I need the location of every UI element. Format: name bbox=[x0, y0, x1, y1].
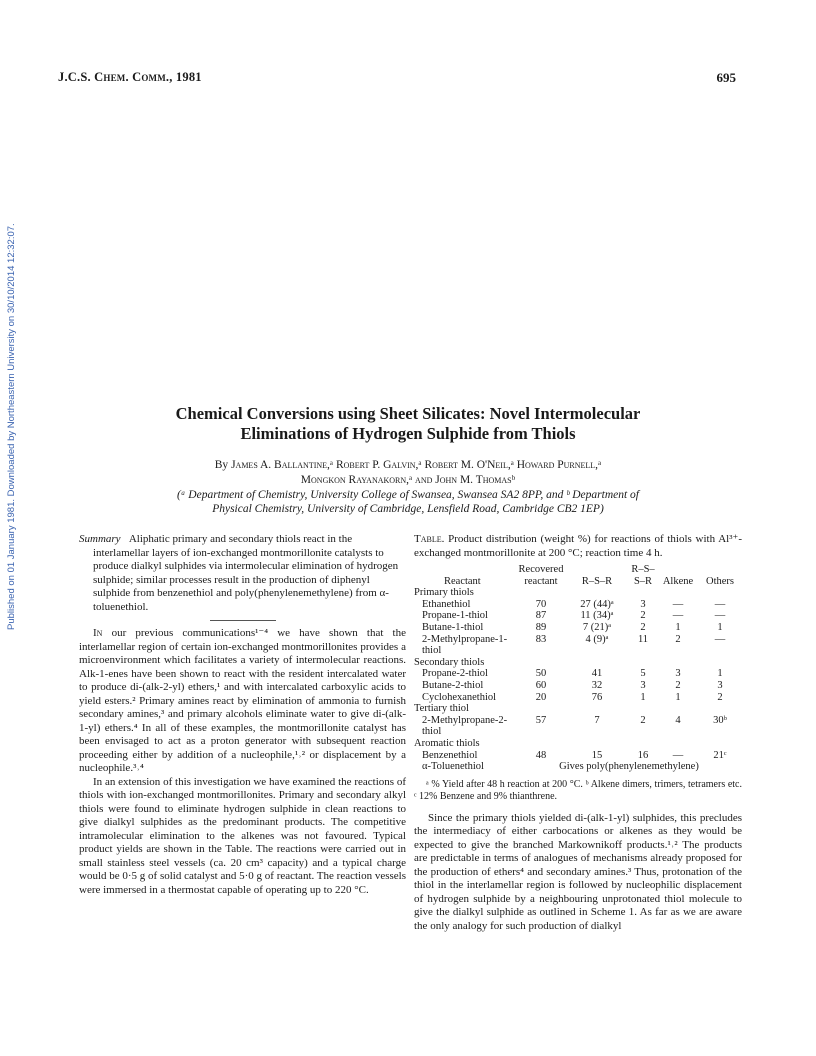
table-cell-reactant: Butane-1-thiol bbox=[422, 621, 484, 633]
table-cell-rsr: 11 (34)ᵃ bbox=[580, 610, 614, 622]
table-cell-reactant: Cyclohexanethiol bbox=[422, 691, 497, 703]
table-group-row bbox=[414, 703, 742, 715]
table-row-continuation bbox=[414, 726, 742, 738]
table-cell-rsr: 7 (21)ᵃ bbox=[582, 621, 612, 633]
table-cell-alkene: 4 bbox=[675, 714, 681, 726]
table-cell-others: — bbox=[714, 610, 726, 622]
table-cell-rsr: 7 bbox=[594, 714, 600, 726]
table-cell-rssr: 11 bbox=[637, 633, 649, 645]
table-cell-reactant: Benzenethiol bbox=[422, 749, 478, 761]
table-cell-alkene: — bbox=[672, 598, 684, 610]
table-row bbox=[414, 610, 742, 622]
table-header-row-1: Recovered R–S– bbox=[518, 564, 655, 575]
table-cell-rssr: 1 bbox=[640, 691, 646, 703]
table-cell-others: 3 bbox=[717, 679, 723, 691]
table-cell-others: 30ᵇ bbox=[713, 714, 727, 726]
publication-side-note[interactable]: Published on 01 January 1981. Downloaded by Northeastern University on 30/10/2014 12:32:07. bbox=[6, 223, 17, 630]
table-cell-alkene: 2 bbox=[675, 633, 681, 645]
title-line-2: Eliminations of Hydrogen Sulphide from Thiols bbox=[240, 424, 576, 443]
running-head: J.C.S. Chem. Comm., 1981 bbox=[58, 70, 202, 84]
table-header-row-2: Reactant reactant R–S–R S–R Alkene Others bbox=[444, 575, 734, 587]
table-cell-recovered: 70 bbox=[535, 598, 547, 610]
table-cell-alkene: 1 bbox=[675, 691, 681, 703]
affiliation bbox=[0, 488, 816, 516]
table-cell-reactant: 2-Methylpropane-1- bbox=[422, 633, 508, 645]
table-cell-rsr: 32 bbox=[591, 679, 603, 691]
table-cell-recovered: 87 bbox=[535, 610, 547, 622]
table-cell-rsr: 41 bbox=[591, 668, 603, 680]
table-cell-rssr: 3 bbox=[640, 679, 646, 691]
table-cell-reactant: α-Toluenethiol bbox=[422, 761, 484, 773]
table-cell-rsr: 15 bbox=[591, 749, 603, 761]
summary-paragraph bbox=[79, 533, 406, 614]
table-row-continuation bbox=[414, 645, 742, 657]
table-cell-rsr: 4 (9)ᵃ bbox=[585, 633, 609, 645]
table-group-label: Tertiary thiol bbox=[414, 703, 469, 715]
table-cell-recovered: 89 bbox=[535, 621, 547, 633]
affiliation-line-1: (ᵃ Department of Chemistry, University College of Swansea, Swansea SA2 8PP, and ᵇ Department of bbox=[177, 489, 639, 501]
table-row bbox=[414, 680, 742, 692]
table-cell-recovered: 48 bbox=[535, 749, 547, 761]
left-column bbox=[79, 533, 406, 897]
title-line-1: Chemical Conversions using Sheet Silicates: Novel Intermolecular bbox=[175, 404, 641, 423]
table-cell-others: — bbox=[714, 633, 726, 645]
summary-text: Aliphatic primary and secondary thiols react in the interlamellar layers of ion-exchanged montmorillonite catalysts to produce dialkyl sulphides via intermolecular elimination of hydrogen sulphide; similar processes result in the production of diphenyl sulphide from benzenethiol and poly(phenylenemethylene) from α-toluenethiol. bbox=[93, 533, 399, 613]
body-paragraph-2: In an extension of this investigation we have examined the reactions of thiols with ion-exchanged montmorillonites. Primary and secondary alkyl thiols were found to eliminate hydrogen sulphide in clean reactions to give dialkyl sulphides as the predominant products. The competitive intramolecular elimination to the alkenes was not favoured. Typical product yields are shown in the Table. The reactions were carried out in small stainless steel vessels (ca. 20 cm³ capacity) and a typical charge would be 0·5 g of solid catalyst and 5·0 g of reactant. The reaction vessels were immersed in a thermostat capable of operating up to 220 °C. bbox=[79, 775, 406, 896]
table-row bbox=[414, 715, 742, 727]
table-cell-reactant: thiol bbox=[422, 645, 442, 657]
author-line-2: Mongkon Rayanakorn,ᵃ and John M. Thomasᵇ bbox=[300, 473, 516, 486]
table-group-label: Aromatic thiols bbox=[414, 737, 480, 749]
right-column bbox=[414, 533, 742, 933]
table-cell-others: — bbox=[714, 598, 726, 610]
table-group-row bbox=[414, 587, 742, 599]
table-cell-rsr: 27 (44)ᵃ bbox=[580, 598, 614, 610]
table-cell-alkene: 3 bbox=[675, 668, 681, 680]
table-cell-reactant: 2-Methylpropane-2- bbox=[422, 714, 508, 726]
table-cell-rssr: 16 bbox=[637, 749, 649, 761]
table-cell-recovered: 20 bbox=[535, 691, 547, 703]
table-cell-recovered: 60 bbox=[535, 679, 547, 691]
table-group-label: Primary thiols bbox=[414, 587, 474, 599]
author-line-1: James A. Ballantine,ᵃ Robert P. Galvin,ᵃ Robert M. O'Neil,ᵃ Howard Purnell,ᵃ bbox=[231, 459, 602, 471]
table-cell-recovered: 83 bbox=[535, 633, 547, 645]
page-number: 695 bbox=[716, 70, 736, 85]
table-cell-alkene: — bbox=[672, 749, 684, 761]
table-group-label: Secondary thiols bbox=[414, 656, 485, 668]
table-cell-rssr: 3 bbox=[640, 598, 646, 610]
table-cell-others: 1 bbox=[717, 621, 723, 633]
table-group-row bbox=[414, 657, 742, 669]
table-cell-others: 2 bbox=[717, 691, 723, 703]
table-footnote: ᵃ % Yield after 48 h reaction at 200 °C. ᵇ Alkene dimers, trimers, tetramers etc. ᶜ 12% Benzene and 9% thianthrene. bbox=[414, 778, 742, 803]
table-cell-reactant: Ethanethiol bbox=[422, 598, 471, 610]
table-cell-rsr: 76 bbox=[591, 691, 603, 703]
table-cell-rssr: 2 bbox=[640, 621, 646, 633]
table-cell-reactant: Propane-1-thiol bbox=[422, 610, 488, 622]
table-cell-recovered: 57 bbox=[535, 714, 547, 726]
table-row bbox=[414, 761, 742, 773]
table-caption: Table. Product distribution (weight %) for reactions of thiols with Al³⁺-exchanged montmorillonite at 200 °C; reaction time 4 h. bbox=[414, 533, 742, 559]
table-cell-rssr: 2 bbox=[640, 714, 646, 726]
table-group-row bbox=[414, 738, 742, 750]
body-paragraph-1: In our previous communications¹⁻⁴ we have shown that the interlamellar region of certain ion-exchanged montmorillonites provides a microenvironment which facilitates a variety of intermolecular reactions. Alk-1-enes have been shown to react with the resident intercalated water to produce di-(alk-2-yl) ethers,¹ and with intercalated carboxylic acids to yield esters.² Primary amines react by elimination of ammonia to furnish secondary amines,³ and primary alcohols eliminate water to give di-(alk-1-yl) ethers.⁴ In all of these examples, the montmorillonite catalyst has been envisaged to act as a proton generator with subsequent reaction proceeding either by addition of a nucleophile,¹˒² or displacement by a nucleophile.³˒⁴ bbox=[79, 627, 406, 774]
section-divider bbox=[210, 620, 276, 621]
table-cell-alkene: 2 bbox=[675, 679, 681, 691]
table-cell-alkene: 1 bbox=[675, 621, 681, 633]
table-cell-reactant: Propane-2-thiol bbox=[422, 668, 488, 680]
table-cell-note: Gives poly(phenylenemethylene) bbox=[559, 761, 699, 773]
table-cell-others: 21ᶜ bbox=[713, 749, 727, 761]
table-row bbox=[414, 692, 742, 704]
table-cell-alkene: — bbox=[672, 610, 684, 622]
table-cell-rssr: 5 bbox=[640, 668, 646, 680]
table-cell-others: 1 bbox=[717, 668, 723, 680]
table-row bbox=[414, 634, 742, 646]
table-cell-rssr: 2 bbox=[640, 610, 646, 622]
affiliation-line-2: Physical Chemistry, University of Cambridge, Lensfield Road, Cambridge CB2 1EP) bbox=[212, 503, 604, 515]
product-table bbox=[414, 564, 742, 773]
body-paragraph-right: Since the primary thiols yielded di-(alk-1-yl) sulphides, this precludes the intermediacy of either carbocations or alkenes as they would be expected to give the branched Markownikoff products.¹˒² The products are predictable in terms of analogues of mechanisms already proposed for the production of ethers⁴ and secondary amines.³ Thus, protonation of the thiol in the interlamellar region is followed by nucleophilic displacement of hydrogen sulphide by a neighbouring unprotonated thiol molecule to give the dialkyl sulphide as outlined in Scheme 1. As far as we are aware the only analogy for such production of dialkyl bbox=[414, 811, 742, 932]
table-row bbox=[414, 599, 742, 611]
table-cell-recovered: 50 bbox=[535, 668, 547, 680]
table-cell-reactant: Butane-2-thiol bbox=[422, 679, 484, 691]
table-row bbox=[414, 622, 742, 634]
article-title bbox=[0, 404, 816, 444]
summary-label: Summary bbox=[79, 533, 121, 545]
table-cell-reactant: thiol bbox=[422, 726, 442, 738]
table-row bbox=[414, 750, 742, 762]
author-list: By James A. Ballantine,ᵃ Robert P. Galvin,ᵃ Robert M. O'Neil,ᵃ Howard Purnell,ᵃ Mongkon Rayanakorn,ᵃ and John M. Thomasᵇ bbox=[0, 458, 816, 487]
table-row bbox=[414, 668, 742, 680]
